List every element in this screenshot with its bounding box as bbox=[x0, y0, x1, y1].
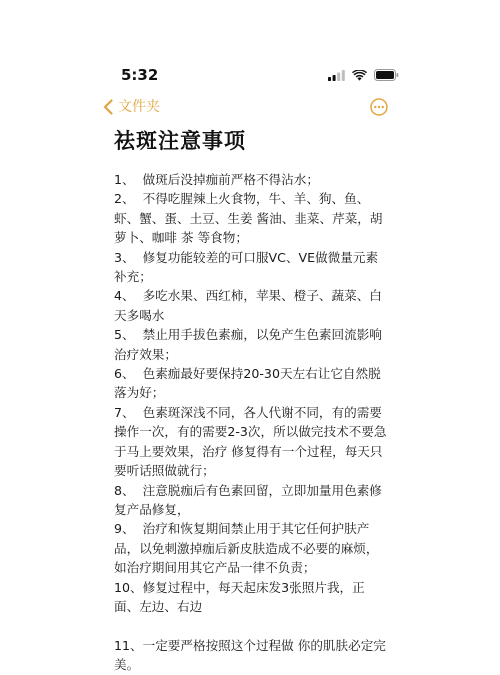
note-item: 8、 注意脱痂后有色素回留，立即加量用色素修复产品修复， bbox=[114, 482, 382, 517]
note-item: 1、 做斑后没掉痂前严格不得沾水； bbox=[114, 172, 319, 187]
more-button[interactable] bbox=[370, 98, 388, 116]
blank-line bbox=[114, 616, 389, 635]
note-item: 5、 禁止用手拔色素痂，以免产生色素回流影响治疗效果； bbox=[114, 327, 382, 362]
note-title: 祛斑注意事项 bbox=[114, 129, 246, 153]
nav-bar bbox=[0, 94, 500, 120]
chevron-left-icon bbox=[103, 99, 113, 115]
wifi-icon bbox=[352, 70, 367, 81]
ellipsis-circle-icon bbox=[370, 98, 388, 116]
back-button[interactable] bbox=[103, 94, 160, 120]
note-item: 4、 多吃水果、西红柿，苹果、橙子、蔬菜、白天多喝水 bbox=[114, 288, 382, 323]
status-bar bbox=[0, 0, 500, 84]
note-item: 10、修复过程中，每天起床发3张照片我，正面、左边、右边 bbox=[114, 579, 365, 614]
note-item: 11、一定要严格按照这个过程做 你的肌肤必定完美。 bbox=[114, 637, 386, 673]
battery-icon bbox=[374, 69, 399, 81]
note-item: 3、 修复功能较差的可口服VC、VE做微量元素补充； bbox=[114, 249, 379, 285]
status-icons bbox=[328, 68, 399, 82]
status-time: 5:32 bbox=[121, 66, 159, 84]
note-item: 7、 色素斑深浅不同，各人代谢不同，有的需要操作一次，有的需要2-3次，所以做完技术不要急于马上要效果，治疗 修复得有一个过程，每天只要听话照做就行； bbox=[114, 404, 387, 479]
note-item: 2、 不得吃腥辣上火食物，牛、羊、狗、鱼、虾、蟹、蛋、土豆、生姜 酱油、韭菜、芹菜，胡萝卜、咖啡 茶 等食物； bbox=[114, 191, 383, 246]
back-label: 文件夹 bbox=[118, 99, 160, 115]
cellular-signal-icon bbox=[328, 70, 345, 81]
note-body[interactable] bbox=[114, 170, 389, 675]
note-item: 9、 治疗和恢复期间禁止用于其它任何护肤产品，以免刺激掉痂后新皮肤造成不必要的麻烦，如治疗期间用其它产品一律不负责； bbox=[114, 521, 379, 576]
note-item: 6、 色素痂最好要保持20-30天左右让它自然脱落为好； bbox=[114, 366, 381, 401]
